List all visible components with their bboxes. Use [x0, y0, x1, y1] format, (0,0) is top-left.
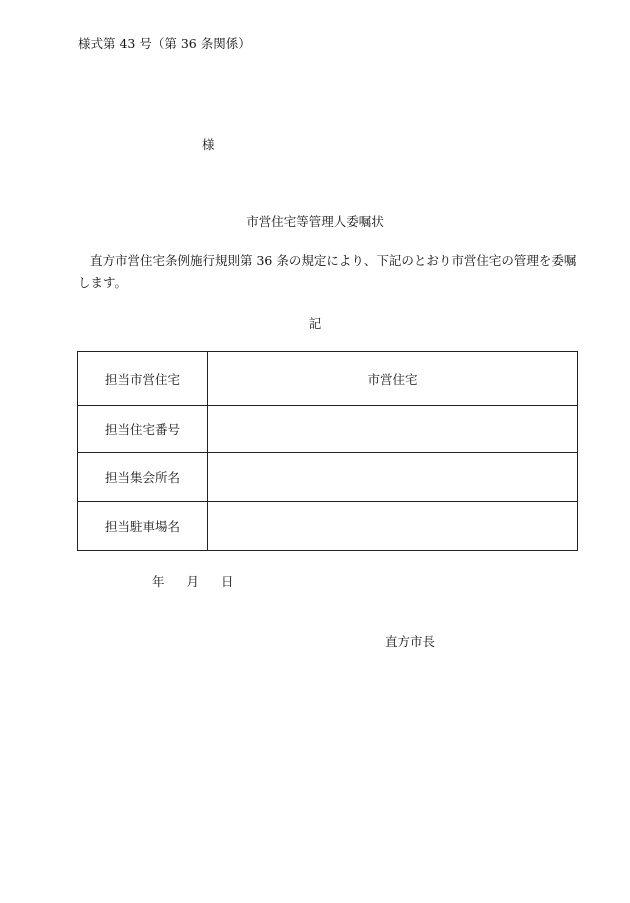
- body-line-2: します。: [78, 275, 128, 290]
- document-title: 市営住宅等管理人委嘱状: [246, 214, 384, 229]
- row-label: 担当集会所名: [78, 453, 208, 502]
- row-label: 担当住宅番号: [78, 406, 208, 453]
- row-value: [208, 502, 578, 551]
- date-year: 年: [152, 574, 165, 589]
- date-day: 日: [221, 574, 234, 589]
- row-value: [208, 453, 578, 502]
- date-month: 月: [186, 574, 200, 589]
- table-row: [78, 406, 578, 453]
- row-value: 市営住宅: [208, 352, 578, 406]
- table-row: [78, 453, 578, 502]
- form-number: 様式第 43 号（第 36 条関係）: [78, 36, 251, 51]
- table-row: [78, 352, 578, 406]
- table-row: [78, 502, 578, 551]
- date-line: [152, 572, 234, 590]
- issuer-name: 直方市長: [385, 634, 436, 649]
- addressee-honorific: 様: [202, 137, 215, 152]
- row-label: 担当駐車場名: [78, 502, 208, 551]
- assignment-table: [77, 351, 578, 551]
- body-paragraph: [78, 250, 578, 294]
- row-value: [208, 406, 578, 453]
- row-label: 担当市営住宅: [78, 352, 208, 406]
- ki-heading: 記: [308, 316, 322, 331]
- body-line-1: 直方市営住宅条例施行規則第 36 条の規定により、下記のとおり市営住宅の管理を委嘱: [90, 253, 577, 268]
